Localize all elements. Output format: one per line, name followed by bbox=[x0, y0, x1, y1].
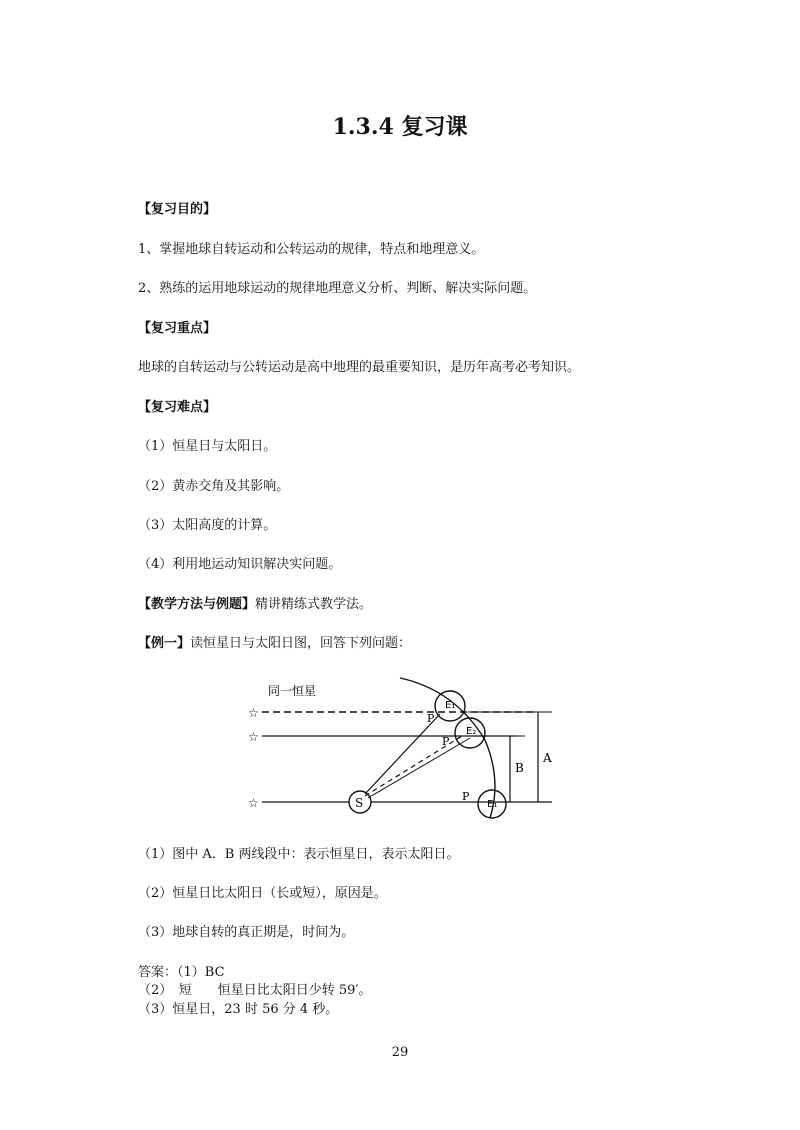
diagram-star-label: 同一恒星 bbox=[268, 684, 317, 698]
diagram-sun-line-e2-solid bbox=[368, 738, 470, 798]
difficulty-header: 【复习难点】 bbox=[138, 400, 217, 415]
star-icon: ☆ bbox=[248, 796, 259, 810]
difficulty-item-2: （2）黄赤交角及其影响。 bbox=[138, 479, 290, 494]
objective-item-1: 1、掌握地球自转运动和公转运动的规律，特点和地理意义。 bbox=[138, 242, 485, 257]
star-icon: ☆ bbox=[248, 706, 259, 720]
key-text: 地球的自转运动与公转运动是高中地理的最重要知识，是历年高考必考知识。 bbox=[138, 360, 581, 375]
page-number: 29 bbox=[391, 1045, 409, 1060]
example-text: 读恒星日与太阳日图，回答下列问题： bbox=[190, 636, 412, 651]
diagram-sun-label: S bbox=[355, 796, 364, 810]
example-header: 【例一】 bbox=[138, 636, 191, 651]
method-text: 精讲精练式教学法。 bbox=[255, 597, 373, 612]
diagram-a-label: A bbox=[543, 751, 552, 765]
difficulty-item-1: （1）恒星日与太阳日。 bbox=[138, 439, 277, 454]
difficulty-item-4: （4）利用地运动知识解决实问题。 bbox=[138, 557, 342, 572]
objective-item-2: 2、熟练的运用地球运动的规律地理意义分析、判断、解决实际问题。 bbox=[138, 281, 537, 296]
diagram-e1-top-label: E₁ bbox=[445, 700, 456, 711]
question-2: （2）恒星日比太阳日（长或短），原因是。 bbox=[138, 886, 387, 901]
diagram-p-label-bottom: P bbox=[462, 790, 470, 803]
diagram-sun-line-e1 bbox=[365, 714, 440, 794]
diagram-p-label-top: P bbox=[427, 712, 435, 725]
key-header: 【复习重点】 bbox=[138, 321, 217, 336]
star-icon: ☆ bbox=[248, 730, 259, 744]
sidereal-solar-day-diagram bbox=[240, 670, 570, 825]
answer-1: 答案：（1）BC bbox=[138, 965, 225, 980]
diagram-b-label: B bbox=[515, 761, 524, 775]
example-line bbox=[138, 632, 411, 651]
question-1: （1）图中 A．B 两线段中：表示恒星日，表示太阳日。 bbox=[138, 847, 460, 862]
diagram-p-label-middle: P bbox=[442, 735, 450, 748]
answer-2: （2） 短 恒星日比太阳日少转 59′。 bbox=[138, 983, 372, 998]
objective-header: 【复习目的】 bbox=[138, 202, 217, 217]
diagram-e2-label: E₂ bbox=[466, 726, 477, 737]
question-3: （3）地球自转的真正期是，时间为。 bbox=[138, 925, 355, 940]
diagram-e1-bottom-label: E₁ bbox=[487, 799, 498, 810]
method-header: 【教学方法与例题】 bbox=[138, 597, 256, 612]
method-line bbox=[138, 593, 372, 612]
diagram-orbit-arc bbox=[400, 678, 498, 818]
answer-3: （3）恒星日，23 时 56 分 4 秒。 bbox=[138, 1002, 339, 1017]
page-title: 1.3.4 复习课 bbox=[332, 114, 468, 140]
difficulty-item-3: （3）太阳高度的计算。 bbox=[138, 518, 277, 533]
